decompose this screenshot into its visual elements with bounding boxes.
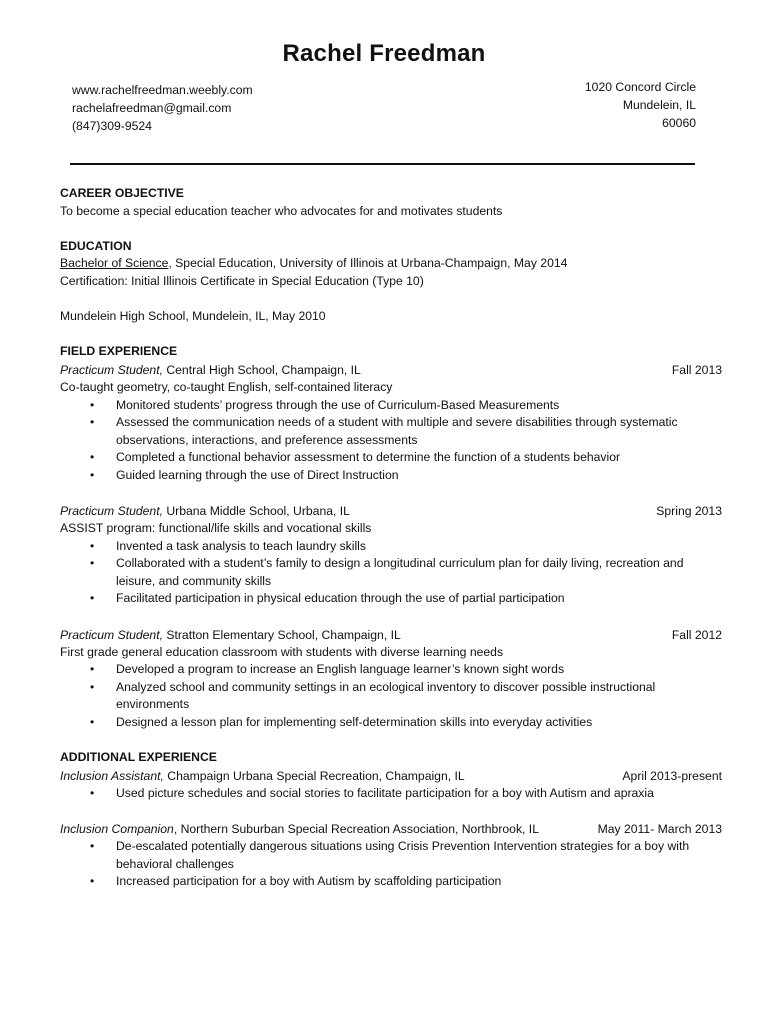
list-item: • De-escalated potentially dangerous situations using Crisis Prevention Intervention strategies for a boy with behavioral challenges bbox=[90, 839, 690, 871]
role-row bbox=[60, 361, 722, 379]
bullet-icon: • bbox=[90, 679, 95, 694]
bullet-icon: • bbox=[90, 662, 95, 677]
role-date: April 2013-present bbox=[622, 768, 722, 783]
mailing-address bbox=[585, 78, 696, 132]
role-place: Urbana Middle School, Urbana, IL bbox=[162, 504, 350, 519]
role-place: Central High School, Champaign, IL bbox=[162, 362, 361, 377]
role-title: Practicum Student, bbox=[60, 504, 163, 519]
additional-entry bbox=[60, 767, 722, 803]
bullet-icon: • bbox=[90, 715, 95, 730]
certification-line: Certification: Initial Illinois Certificate in Special Education (Type 10) bbox=[60, 273, 424, 288]
bullet-list bbox=[60, 785, 722, 803]
bullet-icon: • bbox=[90, 467, 95, 482]
address-street: 1020 Concord Circle bbox=[584, 80, 696, 94]
address-city: Mundelein, IL bbox=[622, 98, 696, 112]
role-date: May 2011- March 2013 bbox=[597, 822, 722, 836]
bullet-icon: • bbox=[90, 785, 95, 800]
bullet-icon: • bbox=[90, 538, 95, 553]
additional-entry bbox=[60, 820, 722, 891]
role-row bbox=[60, 502, 722, 520]
role-place: , Northern Suburban Special Recreation Association, Northbrook, IL bbox=[173, 822, 539, 836]
role-row bbox=[60, 767, 722, 785]
list-item: • Monitored students’ progress through the use of Curriculum-Based Measurements bbox=[60, 397, 722, 415]
bullet-list bbox=[60, 838, 722, 891]
bullet-icon: • bbox=[90, 874, 95, 889]
bullet-icon: • bbox=[90, 415, 95, 430]
address-zip: 60060 bbox=[662, 116, 696, 130]
role-title: Practicum Student, bbox=[60, 627, 163, 642]
list-item: • Completed a functional behavior assessment to determine the function of a students behavior bbox=[60, 449, 722, 467]
phone-number: (847)309-9524 bbox=[72, 119, 152, 133]
list-item: • Designed a lesson plan for implementing self-determination skills into everyday activities bbox=[60, 714, 722, 732]
role-row bbox=[60, 626, 722, 644]
role-date: Fall 2012 bbox=[671, 627, 722, 642]
role-date: Fall 2013 bbox=[671, 362, 722, 377]
field-entry bbox=[60, 361, 722, 485]
degree-line bbox=[60, 255, 722, 273]
bullet-list bbox=[60, 538, 722, 608]
education-heading: EDUCATION bbox=[60, 238, 132, 253]
role-place: Stratton Elementary School, Champaign, IL bbox=[162, 627, 401, 642]
list-item: • Guided learning through the use of Direct Instruction bbox=[60, 467, 722, 485]
role-place: Champaign Urbana Special Recreation, Champaign, IL bbox=[163, 768, 465, 783]
bullet-icon: • bbox=[90, 397, 95, 412]
objective-heading: CAREER OBJECTIVE bbox=[60, 186, 184, 200]
contact-info bbox=[72, 81, 253, 135]
resume-name: Rachel Freedman bbox=[282, 40, 486, 67]
objective-text: To become a special education teacher who advocates for and motivates students bbox=[60, 203, 503, 218]
field-entry bbox=[60, 626, 722, 732]
additional-experience-heading: ADDITIONAL EXPERIENCE bbox=[60, 750, 217, 765]
role-title: Inclusion Companion bbox=[60, 822, 174, 836]
list-item: • Assessed the communication needs of a student with multiple and severe disabilities through systematic observations, interactions, and preference assessments bbox=[90, 415, 678, 447]
role-subtitle: ASSIST program: functional/life skills and vocational skills bbox=[60, 521, 372, 536]
website-link[interactable]: www.rachelfreedman.weebly.com bbox=[72, 83, 253, 97]
bullet-icon: • bbox=[90, 450, 95, 465]
role-row bbox=[60, 820, 722, 838]
list-item: • Increased participation for a boy with Autism by scaffolding participation bbox=[60, 873, 722, 891]
role-subtitle: Co-taught geometry, co-taught English, self-contained literacy bbox=[60, 379, 393, 394]
bullet-list bbox=[60, 397, 722, 485]
high-school-line: Mundelein High School, Mundelein, IL, May 2010 bbox=[60, 309, 326, 324]
list-item: • Developed a program to increase an English language learner’s known sight words bbox=[60, 661, 722, 679]
bullet-icon: • bbox=[90, 591, 95, 606]
resume-body bbox=[60, 185, 722, 891]
role-title: Practicum Student, bbox=[60, 362, 163, 377]
field-experience-heading: FIELD EXPERIENCE bbox=[60, 344, 178, 359]
list-item: • Collaborated with a student’s family to design a longitudinal curriculum plan for daily living, recreation and leisure, and community skills bbox=[90, 556, 684, 588]
bullet-icon: • bbox=[90, 839, 95, 853]
list-item: • Invented a task analysis to teach laundry skills bbox=[60, 538, 722, 556]
role-subtitle: First grade general education classroom with students with diverse learning needs bbox=[60, 644, 504, 659]
bullet-icon: • bbox=[90, 556, 95, 571]
degree-name: Bachelor of Science bbox=[60, 256, 169, 271]
field-entry bbox=[60, 502, 722, 608]
degree-details: , Special Education, University of Illinois at Urbana-Champaign, May 2014 bbox=[168, 256, 568, 271]
role-date: Spring 2013 bbox=[656, 504, 722, 519]
header-divider bbox=[70, 163, 695, 165]
role-title: Inclusion Assistant, bbox=[60, 768, 164, 783]
email-link[interactable]: rachelafreedman@gmail.com bbox=[72, 101, 232, 115]
list-item: • Facilitated participation in physical education through the use of partial participation bbox=[60, 590, 722, 608]
list-item: • Analyzed school and community settings in an ecological inventory to discover possible instructional environments bbox=[90, 679, 656, 712]
list-item: • Used picture schedules and social stories to facilitate participation for a boy with Autism and apraxia bbox=[60, 785, 722, 803]
bullet-list bbox=[60, 661, 722, 731]
